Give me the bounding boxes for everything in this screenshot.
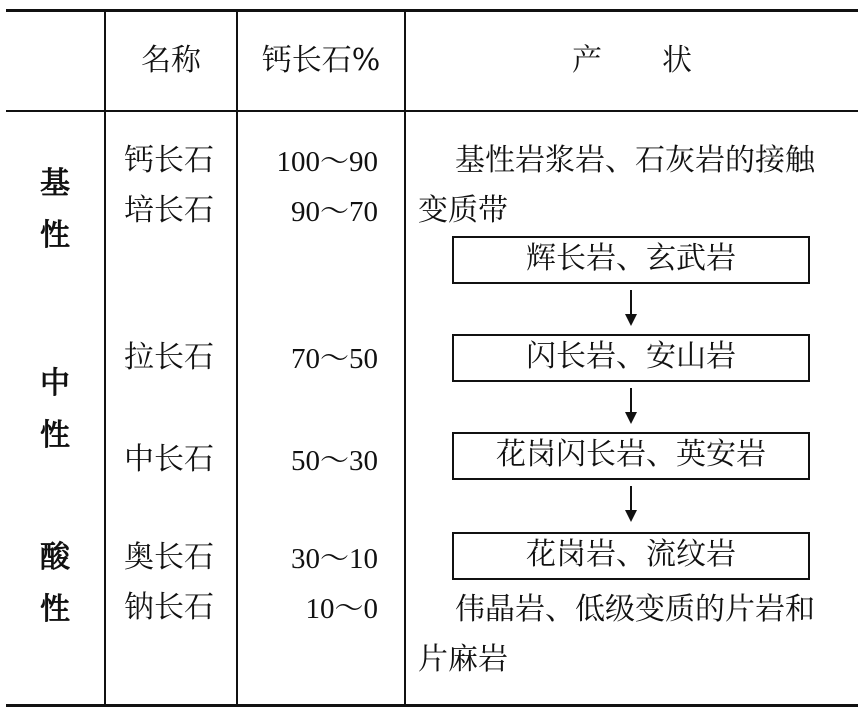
row-range: 30～10	[290, 543, 378, 575]
header-name: 名称	[141, 43, 201, 78]
group-acidic	[35, 532, 75, 636]
col-divider-3	[404, 11, 406, 705]
row-name: 培长石	[124, 193, 214, 228]
row-name: 钠长石	[124, 590, 214, 625]
header-occurrence: 产 状	[572, 43, 692, 78]
group-basic-char-2: 性	[40, 218, 70, 253]
occurrence-top-line-2: 变质带	[418, 193, 508, 228]
top-rule	[6, 9, 858, 12]
occurrence-bottom-line-1: 伟晶岩、低级变质的片岩和	[455, 592, 815, 627]
group-intermediate	[35, 358, 75, 462]
rock-box-granite-rhyolite: 花岗岩、流纹岩	[452, 532, 810, 580]
group-intermediate-char-1: 中	[40, 366, 70, 401]
occurrence-top-line-1: 基性岩浆岩、石灰岩的接触	[455, 143, 815, 178]
col-divider-1	[104, 11, 106, 705]
row-name: 中长石	[124, 442, 214, 477]
row-range: 50～30	[290, 445, 378, 477]
row-name: 拉长石	[124, 340, 214, 375]
row-name: 钙长石	[124, 143, 214, 178]
group-acidic-char-1: 酸	[40, 540, 70, 575]
down-arrow-icon	[621, 388, 641, 428]
rock-box-granodiorite-dacite: 花岗闪长岩、英安岩	[452, 432, 810, 480]
group-basic-char-1: 基	[40, 166, 70, 201]
down-arrow-icon	[621, 486, 641, 526]
header-rule	[6, 110, 858, 112]
group-basic	[35, 158, 75, 262]
occurrence-bottom-line-2: 片麻岩	[418, 642, 508, 677]
row-range: 10～0	[305, 593, 378, 625]
row-name: 奥长石	[124, 540, 214, 575]
rock-box-gabbro-basalt: 辉长岩、玄武岩	[452, 236, 810, 284]
rock-box-diorite-andesite: 闪长岩、安山岩	[452, 334, 810, 382]
group-acidic-char-2: 性	[40, 592, 70, 627]
group-intermediate-char-2: 性	[40, 418, 70, 453]
row-range: 70～50	[290, 343, 378, 375]
down-arrow-icon	[621, 290, 641, 330]
header-anorthite-percent: 钙长石%	[261, 43, 381, 78]
bottom-rule	[6, 704, 858, 707]
row-range: 100～90	[276, 146, 378, 178]
row-range: 90～70	[290, 196, 378, 228]
